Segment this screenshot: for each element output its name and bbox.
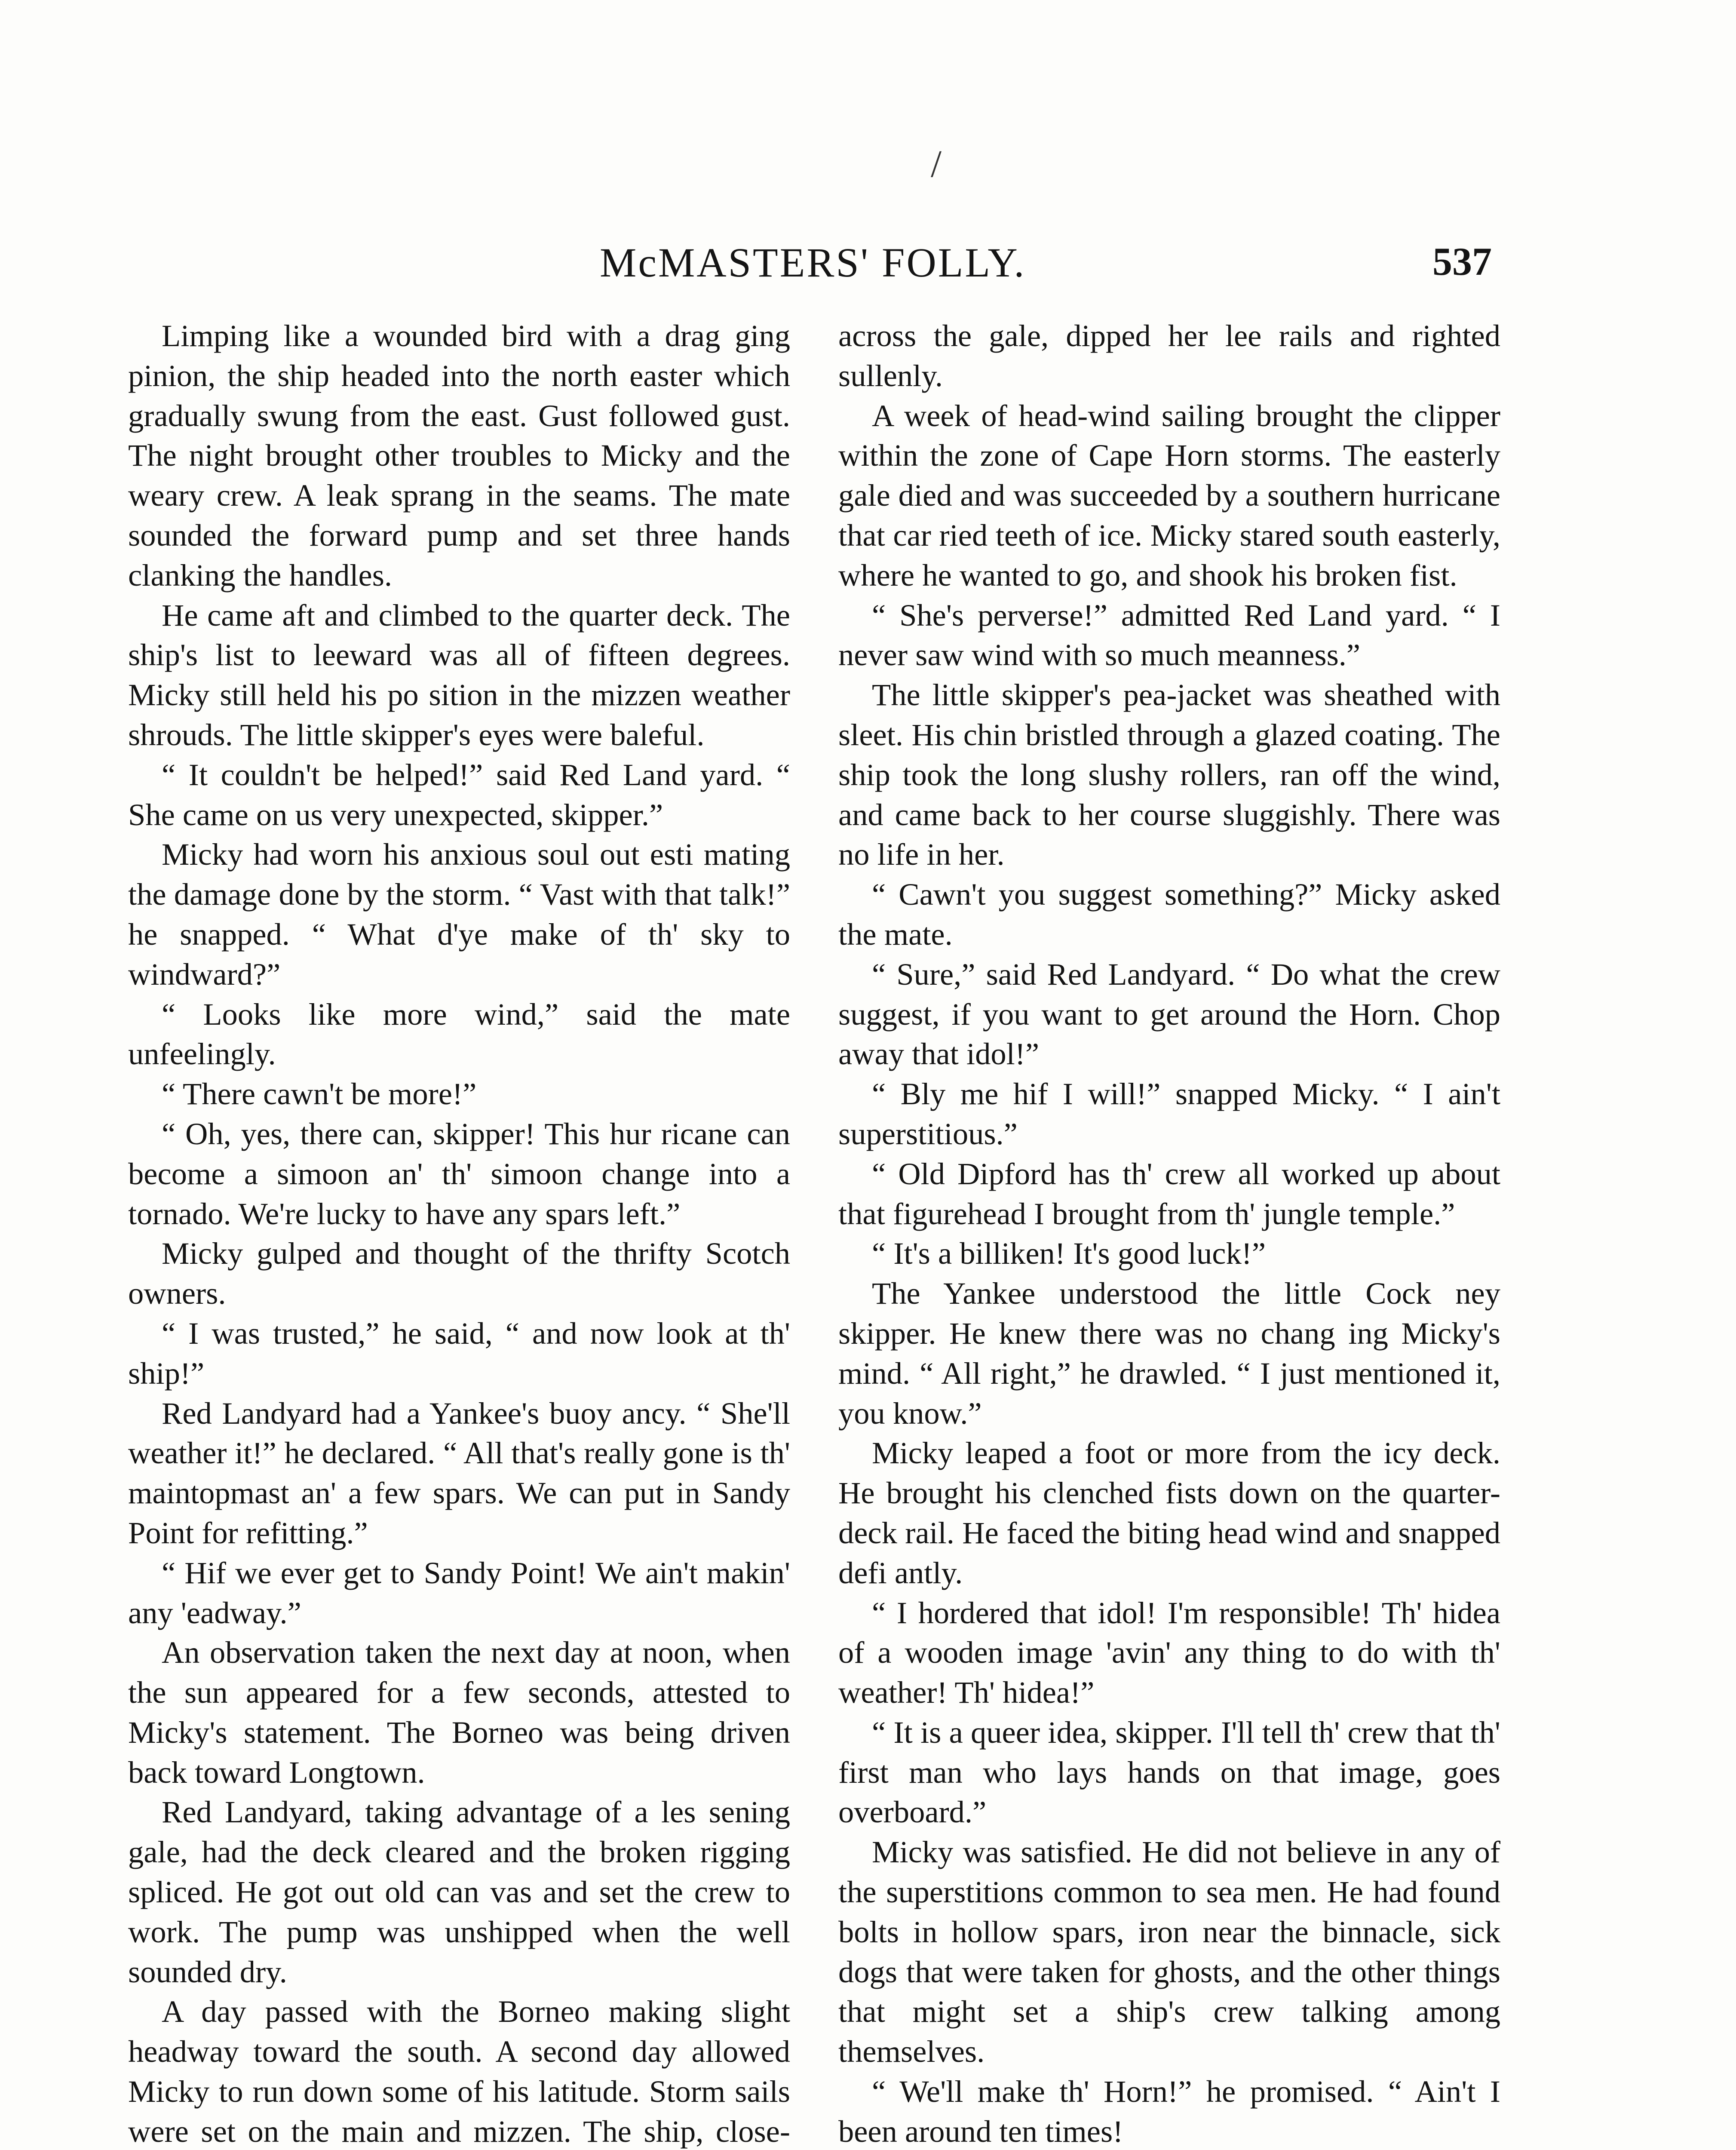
paragraph: An observation taken the next day at noon, when the sun appeared for a few seconds, attested to Micky's statement. The Borneo was being driven back toward Longtown. [128, 1635, 790, 1790]
paragraph: A day passed with the Borneo making slight headway toward the south. A second day allowed Micky to run down some of his latitude. Storm sails were set on the main and mizzen. The ship, close- [128, 1994, 790, 2149]
paragraph: Micky leaped a foot or more from the icy deck. He brought his clenched fists down on the quarter-deck rail. He faced the biting head wind and snapped defi antly. [838, 1435, 1500, 1590]
paragraph: He came aft and climbed to the quarter deck. The ship's list to leeward was all of fifteen degrees. Micky still held his po sition in the mizzen weather shrouds. The little skipper's eyes were baleful. [128, 597, 790, 752]
paragraph: “ It couldn't be helped!” said Red Land yard. “ She came on us very unexpected, skipper.” [128, 757, 790, 832]
paragraph: “ Bly me hif I will!” snapped Micky. “ I ain't superstitious.” [838, 1076, 1500, 1151]
continued-paragraph: across the gale, dipped her lee rails and righted sullenly. [838, 318, 1500, 393]
right-text-column [838, 316, 1500, 2150]
paragraph: “ Sure,” said Red Landyard. “ Do what the crew suggest, if you want to get around the Horn. Chop away that idol!” [838, 956, 1500, 1072]
page-number: 537 [1432, 240, 1492, 283]
left-text-column [128, 316, 790, 2150]
paragraph: “ I hordered that idol! I'm responsible! Th' hidea of a wooden image 'avin' any thing to do with th' weather! Th' hidea!” [838, 1595, 1500, 1710]
paragraph: Red Landyard, taking advantage of a les sening gale, had the deck cleared and the broken rigging spliced. He got out old can vas and set the crew to work. The pump was unshipped when the well sounded dry. [128, 1794, 790, 1989]
stray-pencil-mark: / [931, 143, 942, 185]
page-header [138, 239, 1492, 299]
paragraph: Micky was satisfied. He did not believe in any of the superstitions common to sea men. He had found bolts in hollow spars, iron near the binnacle, sick dogs that were taken for ghosts, and the other things that might set a ship's crew talking among themselves. [838, 1834, 1500, 2069]
paragraph: “ She's perverse!” admitted Red Land yard. “ I never saw wind with so much meanness.” [838, 597, 1500, 673]
paragraph: “ It is a queer idea, skipper. I'll tell th' crew that th' first man who lays hands on that image, goes overboard.” [838, 1714, 1500, 1830]
paragraph: The Yankee understood the little Cock ney skipper. He knew there was no chang ing Micky's mind. “ All right,” he drawled. “ I just mentioned it, you know.” [838, 1276, 1500, 1431]
paragraph: Micky had worn his anxious soul out esti mating the damage done by the storm. “ Vast with that talk!” he snapped. “ What d'ye make of th' sky to windward?” [128, 837, 790, 992]
paragraph: Red Landyard had a Yankee's buoy ancy. “ She'll weather it!” he declared. “ All that's really gone is th' maintopmast an' a few spars. We can put in Sandy Point for refitting.” [128, 1395, 790, 1550]
paragraph: The little skipper's pea-jacket was sheathed with sleet. His chin bristled through a glazed coating. The ship took the long slushy rollers, ran off the wind, and came back to her course sluggishly. There was no life in her. [838, 677, 1500, 872]
paragraph: A week of head-wind sailing brought the clipper within the zone of Cape Horn storms. The easterly gale died and was succeeded by a southern hurricane that car ried teeth of ice. Micky stared south easterly, where he wanted to go, and shook his broken fist. [838, 398, 1500, 593]
paragraph: “ Cawn't you suggest something?” Micky asked the mate. [838, 877, 1500, 952]
paragraph: “ There cawn't be more!” [162, 1076, 477, 1112]
paragraph: Micky gulped and thought of the thrifty Scotch owners. [128, 1236, 790, 1311]
paragraph: “ It's a billiken! It's good luck!” [872, 1236, 1266, 1271]
running-title: McMASTERS' FOLLY. [600, 240, 1026, 286]
paragraph: “ Hif we ever get to Sandy Point! We ain't makin' any 'eadway.” [128, 1555, 790, 1630]
paragraph: “ Old Dipford has th' crew all worked up about that figurehead I brought from th' jungle temple.” [838, 1156, 1500, 1231]
paragraph: “ Oh, yes, there can, skipper! This hur ricane can become a simoon an' th' simoon change into a tornado. We're lucky to have any spars left.” [128, 1116, 790, 1231]
paragraph: “ Looks like more wind,” said the mate unfeelingly. [128, 996, 790, 1072]
paragraph: “ We'll make th' Horn!” he promised. “ Ain't I been around ten times! [838, 2074, 1500, 2149]
paragraph: “ I was trusted,” he said, “ and now look at th' ship!” [128, 1315, 790, 1391]
paragraph: Limping like a wounded bird with a drag ging pinion, the ship headed into the north easter which gradually swung from the east. Gust followed gust. The night brought other troubles to Micky and the weary crew. A leak sprang in the seams. The mate sounded the forward pump and set three hands clanking the handles. [128, 318, 790, 593]
